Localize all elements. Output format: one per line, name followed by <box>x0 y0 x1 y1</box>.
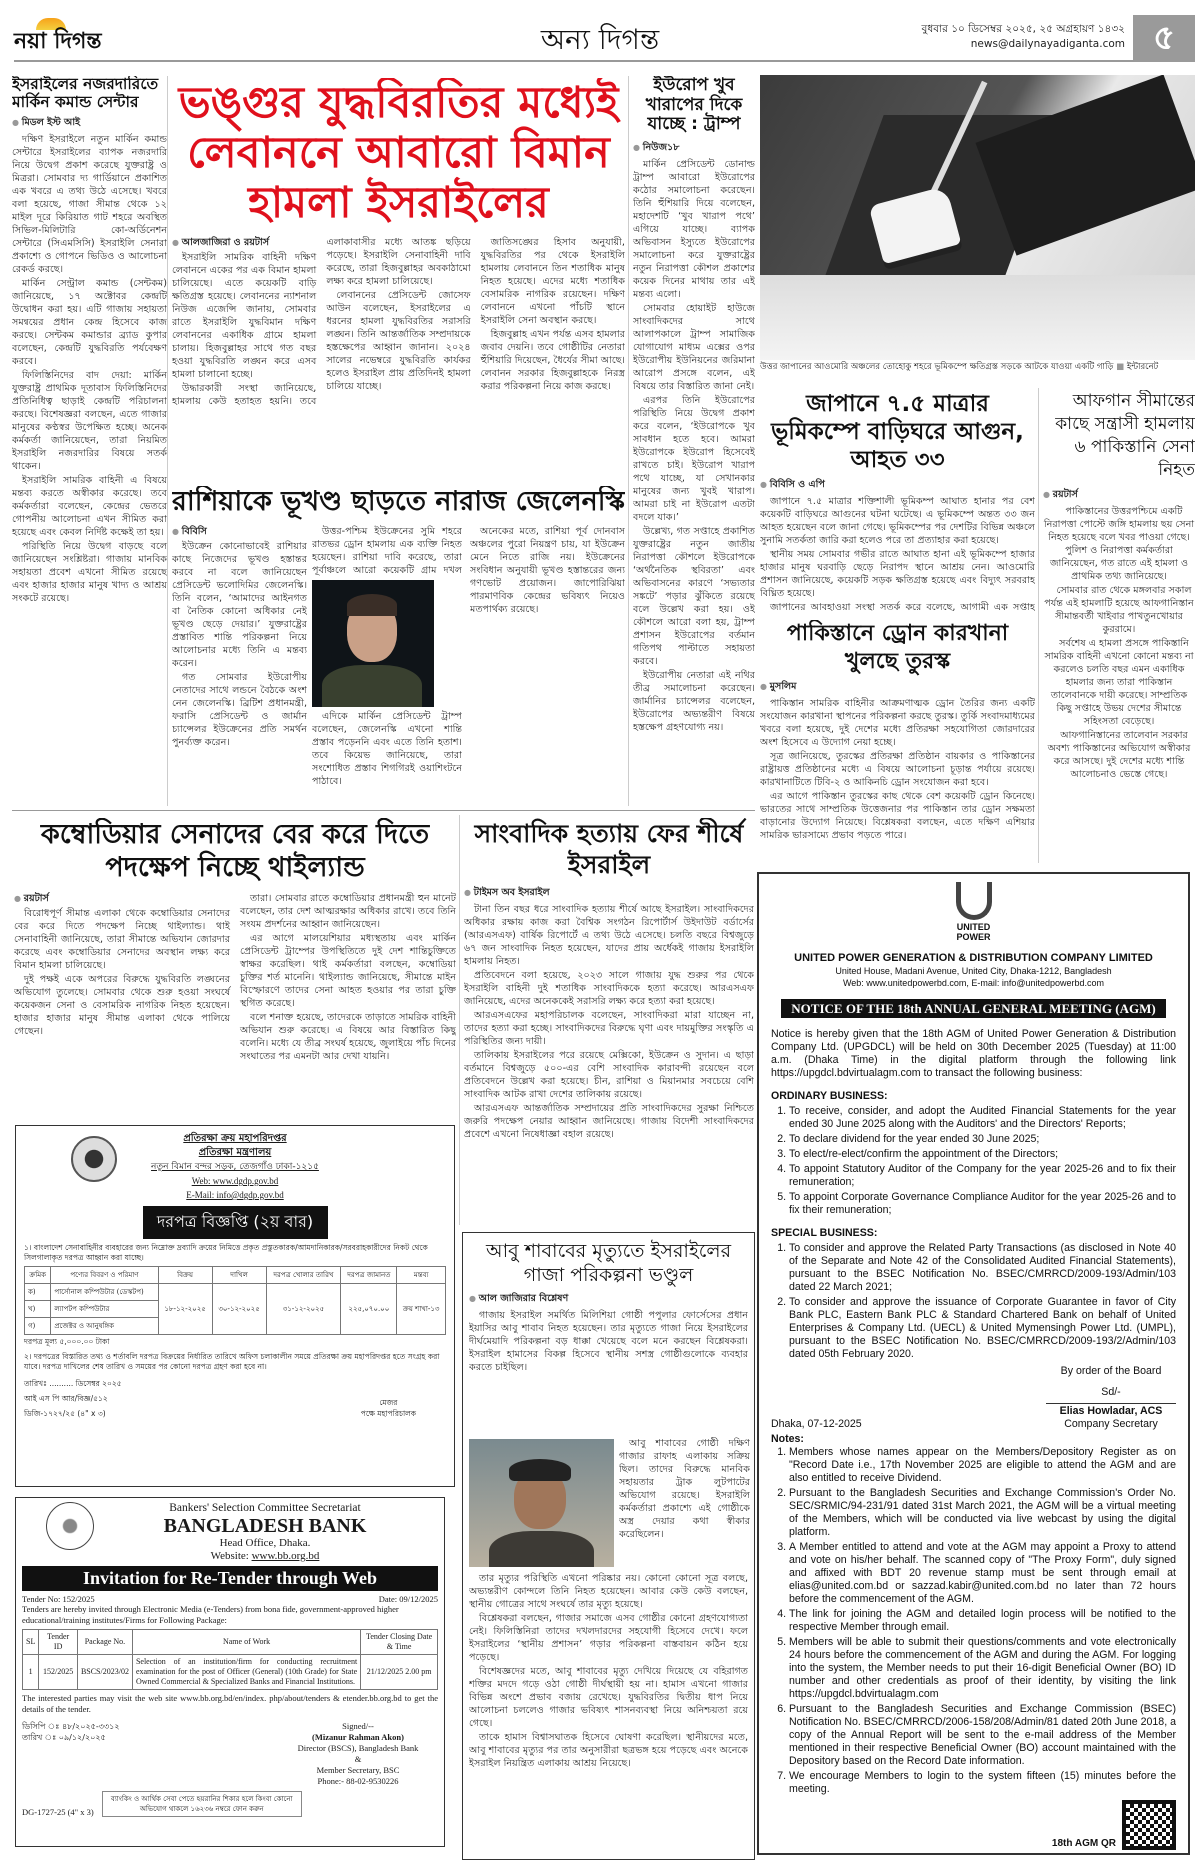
list-item: 2. Pursuant to the Bangladesh Securities and Exchange Commission's Order No. SEC/SRMIC/94-231/91 dated 31st March 2021, the AGM will be a virtual meeting of the Members, which will be conducted via live webcast by using the digital platform. <box>789 1487 1176 1539</box>
qr-label: 18th AGM QR <box>1051 1838 1116 1849</box>
list-item: 7. We encourage Members to login to the system fifteen (15) minutes before the meeting. <box>789 1770 1176 1796</box>
story-body <box>469 1309 748 1437</box>
photo-caption: উত্তর জাপানের আওমোরি অঞ্চলের তোহোকু শহরে ভূমিকম্পে ক্ষতিগ্রস্ত সড়কে আটকে যাওয়া একটি গাড়ি ■ ইন্টারনেট <box>760 362 1159 372</box>
story-body <box>469 1572 748 1853</box>
table-cell: ৩১-১২-২০২৫ <box>266 1284 341 1335</box>
tender-table <box>24 1266 446 1335</box>
paragraph: বিশ্লেষকরা বলছেন, গাজার সমাজে এসব গোষ্ঠীর কোনো গ্রহণযোগ্যতা নেই। ফিলিস্তিনিরা তাদের দখলদারদের সহযোগী হিসেবে দেখে। ফলে ইসরাইলের ‘স্থানীয় প্রশাসন’ গড়ার পরিকল্পনা বাস্তবায়ন কঠিন হয়ে পড়েছে। <box>469 1613 748 1663</box>
paragraph: আরএসএফ আন্তর্জাতিক সম্প্রদায়ের প্রতি সাংবাদিকদের সুরক্ষা নিশ্চিতে জরুরি পদক্ষেপ নেয়ার আহ্বান জানিয়েছে। গাজায় বিদেশী সাংবাদিকদের প্রবেশে এখনো নিষেধাজ্ঞা বহাল রয়েছে। <box>464 1103 754 1140</box>
member-title: Member Secretary, BSC <box>316 1765 400 1775</box>
paragraph: ইসরাইলি সামরিক বাহিনী দক্ষিণ লেবাননে একের পর এক বিমান হামলা চালিয়েছে। এতে কয়েকটি বাড়ি ক্ষতিগ্রস্ত হয়েছে। লেবাননের ন্যাশনাল নিউজ এজেন্সি জানায়, সোমবার রাতে ইসরাইলি যুদ্ধবিমান দক্ষিণ লেবাননের একাধিক গ্রামে হামলা চালায়। হিজবুল্লাহর সাথে গত বছর হওয়া যুদ্ধবিরতি লঙ্ঘন করে এসব হামলা চালানো হচ্ছে। <box>172 252 317 380</box>
list-item: 1. To consider and approve the Related Party Transactions (as disclosed in Note 40 of the Separate and Note 42 of the Consolidated Audited Financial Statements), pursuant to the BSEC Notification No. BSEC/CMRRCD/2009-193/Admin/103 dated 22 March 2021; <box>789 1242 1176 1294</box>
list-item: 2. To declare dividend for the year ended 30 June 2025; <box>789 1133 1176 1146</box>
list-item: 3. A Member entitled to attend and vote at the AGM may appoint a Proxy to attend and vote on his/her behalf. The scanned copy of "The Proxy Form", duly signed and affixed with BDT 20 revenue stamp must be sent through email at elias@united.com.bd or sazzad.kabir@united.com.bd no later than 72 hours before the commencement of the AGM. <box>789 1541 1176 1606</box>
list-item: 2. To consider and approve the issuance of Corporate Guarantee in favor of City Bank PLC, Eastern Bank PLC & Standard Chartered Bank on behalf of United Enterprises & Company Ltd. (UECL) & United Mymensingh Power Ltd. (UMPL), pursuant to the BSEC Notification No. BSEC/CMRRCD/2009-193/2/Admin/103 dated 05th February 2020. <box>789 1296 1176 1361</box>
signature: Sd/- <box>1101 1386 1121 1398</box>
masthead-meta <box>860 22 1125 52</box>
table-cell: ক) <box>25 1284 51 1301</box>
dg-code: ডিজি-১৭২৭/২৫ (৪" x ৩) <box>24 1409 106 1418</box>
column-header: পণ্যের বিবরণ ও পরিমাণ <box>51 1267 158 1284</box>
headline: ইউরোপ খুব খারাপের দিকে যাচ্ছে : ট্রাম্প <box>645 76 743 135</box>
ordinary-list <box>771 1105 1176 1217</box>
logo-text: UNITED POWER <box>956 922 991 942</box>
upgdcl-agm-notice <box>757 872 1190 1855</box>
company-name: UNITED POWER GENERATION & DISTRIBUTION COMPANY LIMITED <box>794 952 1153 964</box>
list-item: 1. To receive, consider, and adopt the Audited Financial Statements for the year ended 30 June 2025 along with the Auditors' and the Directors' Reports; <box>789 1105 1176 1131</box>
source: ● আল জাজিরার বিশ্লেষণ <box>469 1292 748 1307</box>
source: ● মিডল ইস্ট আই <box>12 116 167 131</box>
paragraph: এরপর তিনি ইউরোপের পরিস্থিতি নিয়ে উদ্বেগ প্রকাশ করে বলেন, ‘ইউরোপকে খুব সাবধান হতে হবে। আমরা ইউরোপকে ইউরোপ হিসেবেই রাখতে চাই। ইউরোপ খারাপ পথে যাচ্ছে, যা সেখানকার মানুষের জন্য খুবই খারাপ। আমরা চাই না ইউরোপ এতটা বদলে যাক।’ <box>633 394 755 523</box>
story-abushabab <box>462 1232 755 1860</box>
paragraph: এদিকে মার্কিন প্রেসিডেন্ট ট্রাম্প বলেছেন, জেলেনস্কি এখনো শান্তি প্রস্তাব পড়েননি এবং এতে তিনি হতাশ। তবে কিয়েভ জানিয়েছে, তারা সংশোধিত প্রস্তাব শিগগিরই ওয়াশিংটনে পাঠাবে। <box>312 711 462 788</box>
headline: ইসরাইলের নজরদারিতে মার্কিন কমান্ড সেন্টার <box>12 76 159 111</box>
paragraph: টানা তিন বছর ধরে সাংবাদিক হত্যায় শীর্ষে আছে ইসরাইল। সাংবাদিকদের অধিকার রক্ষায় কাজ করা বৈশ্বিক সংগঠন রিপোর্টার্স উইদাউট বর্ডার্সের (আরএসএফ) বার্ষিক রিপোর্টে এ তথ্য উঠে এসেছে। চলতি বছরে বিশ্বজুড়ে ৬৭ জন সাংবাদিক নিহত হয়েছেন, যাদের প্রায় অর্ধেকই গাজায় ইসরাইলি হামলায় নিহত। <box>464 904 754 967</box>
issue-date: বুধবার ১০ ডিসেম্বর ২০২৫, ২৫ অগ্রহায়ণ ১৪৩২ <box>921 23 1125 35</box>
photo-credit: ইন্টারনেট <box>1126 362 1159 372</box>
story-body <box>760 697 1035 865</box>
bank-name: BANGLADESH BANK <box>163 1515 367 1537</box>
dgdp-tender-ad <box>15 1125 455 1487</box>
dpp-date: তারিখ ঃ ০৯/১২/২০২৫ <box>22 1733 106 1742</box>
table-cell: খ) <box>25 1301 51 1318</box>
notice-title: NOTICE OF THE 18th ANNUAL GENERAL MEETING (AGM) <box>781 999 1166 1018</box>
story-japan <box>760 390 1035 612</box>
paragraph: বিশেষজ্ঞদের মতে, আবু শাবাবের মৃত্যু দেখিয়ে দিয়েছে যে বহিরাগত শক্তির মদদে গড়ে ওঠা গোষ্ঠী দীর্ঘস্থায়ী হয় না। হামাস এখনো গাজার বিভিন্ন অংশে প্রভাব বজায় রেখেছে। যুদ্ধবিরতির দ্বিতীয় ধাপ নিয়ে আলোচনা চললেও গাজার ভবিষ্যৎ শাসনব্যবস্থা নিয়ে অনিশ্চয়তা রয়ে গেছে। <box>469 1666 748 1729</box>
intro: Tenders are hereby invited through Electronic Media (e-Tenders) from bona fide, government-approved higher educational/training institutes/Firms for Following Package: <box>22 1604 399 1625</box>
signer: (Mizanur Rahman Akon) <box>312 1732 404 1742</box>
table-cell: ক্রয় শাখা-১৩ <box>397 1284 446 1335</box>
source: ● টাইমস অব ইসরাইল <box>464 886 754 901</box>
table-cell: Selection of an institution/firm for conducting recruitment examination for the post of Officer (General) (10th Grade) for State Owned Commercial & Specialized Banks and Financial Institutions. <box>132 1655 360 1690</box>
company-web[interactable]: Web: www.unitedpowerbd.com, E-mail: info@unitedpowerbd.com <box>842 978 1105 988</box>
page-number: ৫ <box>1133 15 1195 62</box>
paragraph: সূত্র জানিয়েছে, তুরস্কের প্রতিরক্ষা প্রতিষ্ঠান বায়কার ও পাকিস্তানের রাষ্ট্রায়ত্ত প্রতিষ্ঠানের মধ্যে এ বিষয়ে আলোচনা চূড়ান্ত পর্যায়ে রয়েছে। কারখানাটিতে টিবি-২ ও আকিনচি ড্রোন সংযোজন করা হবে। <box>760 751 1035 788</box>
visit-note: The interested parties may visit the web site www.bb.org.bd/en/index. php/about/tenders & etender.bb.org.bd to get the details of the tender. <box>22 1693 438 1714</box>
abu-shabab-photo[interactable] <box>469 1439 614 1567</box>
column-header: Tender Closing Date & Time <box>361 1630 438 1655</box>
table-row <box>23 1655 438 1690</box>
contact-email: news@dailynayadiganta.com <box>970 38 1125 50</box>
list-item: 4. To appoint Statutory Auditor of the Company for the year 2025-26 and to fix their remuneration; <box>789 1163 1176 1189</box>
paragraph: দক্ষিণ ইসরাইলে নতুন মার্কিন কমান্ড সেন্টারে ইসরাইলের ব্যাপক নজরদারি নিয়ে উদ্বেগ প্রকাশ করেছে যুক্তরাষ্ট্র ও মিত্ররা। সোমবার দ্য গার্ডিয়ানে প্রকাশিত এক খবরে এ তথ্য উঠে এসেছে। খবরে বলা হয়েছে, গাজা সীমান্ত থেকে ১২ মাইল দূরে কিরিয়াত গাট শহরে অবস্থিত সিভিল-মিলিটারি কো-অর্ডিনেশন সেন্টারে (সিএমসিসি) ইসরাইলি সেনারা প্রকাশ্যে ও গোপনে ভিডিও ও আলোচনা রেকর্ড করছে। <box>12 133 167 275</box>
zelensky-headline: রাশিয়াকে ভূখণ্ড ছাড়তে নারাজ জেলেনস্কি <box>172 486 625 517</box>
paragraph: জাপানে ৭.৫ মাত্রার শক্তিশালী ভূমিকম্প আঘাত হানার পর বেশ কয়েকটি বাড়িঘরে আগুনের ঘটনা ঘটেছে। এ ভূমিকম্পে অন্তত ৩৩ জন আহত হয়েছেন বলে জানা গেছে। ভূমিকম্পের পর দেশটির বিভিন্ন অঞ্চলে সুনামি সতর্কতা জারি করা হলেও পরে তা প্রত্যাহার করা হয়েছে। <box>760 496 1035 546</box>
paragraph: এর আগে পাকিস্তান তুরস্কের কাছ থেকে বেশ কয়েকটি ড্রোন কিনেছে। ভারতের সাথে সাম্প্রতিক উত্তেজনার পর পাকিস্তান তার ড্রোন সক্ষমতা বাড়ানোর উদ্যোগ নিয়েছে। বিশ্লেষকরা বলছেন, এতে দক্ষিণ এশিয়ার সামরিক ভারসাম্যে প্রভাব পড়তে পারে। <box>760 791 1035 841</box>
paragraph: প্রতিবেদনে বলা হয়েছে, ২০২৩ সালে গাজায় যুদ্ধ শুরুর পর থেকে ইসরাইলি বাহিনী দুই শতাধিক সাংবাদিককে হত্যা করেছে। আরএসএফ জানিয়েছে, এদের অনেককেই সরাসরি লক্ষ্য করে হত্যা করা হয়েছে। <box>464 970 754 1007</box>
list-item: 4. The link for joining the AGM and detailed login process will be notified to the respective Member through email. <box>789 1608 1176 1634</box>
paragraph: মার্কিন সেন্ট্রাল কমান্ড (সেন্টকম) জানিয়েছে, ১৭ অক্টোবর কেন্দ্রটি উদ্বোধন করা হয়। এটি গাজায় সহায়তা সমন্বয়ের প্রধান কেন্দ্র হিসেবে কাজ করছে। সেন্টকম কমান্ডার ব্র্যাড কুপার বলেছেন, কেন্দ্রটি যুদ্ধবিরতি পর্যবেক্ষণ করবে। <box>12 277 167 367</box>
notes-title: Notes: <box>771 1433 804 1445</box>
masthead-logo[interactable] <box>14 18 139 52</box>
column-header: দাখিল <box>212 1267 266 1284</box>
paragraph: আফগানিস্তানের তালেবান সরকার অবশ্য পাকিস্তানের অভিযোগ অস্বীকার করে আসছে। দুই দেশের মধ্যে শান্তি আলোচনাও ভেস্তে গেছে। <box>1047 730 1191 780</box>
table-cell: ৩০-১২-২০২৫ <box>212 1284 266 1335</box>
paragraph: তালিকায় ইসরাইলের পরে রয়েছে মেক্সিকো, ইউক্রেন ও সুদান। এ ছাড়া বর্তমানে বিশ্বজুড়ে ৫০০-এর বেশি সাংবাদিক কারাবন্দী রয়েছেন বলে প্রতিবেদনে উল্লেখ করা হয়েছে। চীন, রাশিয়া ও মিয়ানমার সবচেয়ে বেশি সাংবাদিক আটক রাখা দেশের তালিকায় রয়েছে। <box>464 1050 754 1100</box>
column-header: Tender ID <box>39 1630 78 1655</box>
phone: Phone:- 88-02-9530226 <box>317 1776 399 1786</box>
source: ● বিবিসি ও এপি <box>760 478 1035 493</box>
table-row <box>25 1284 446 1301</box>
table-cell: ল্যাপটপ কম্পিউটার <box>51 1301 158 1318</box>
signer-title: পক্ষে মহাপরিচালক <box>360 1409 416 1418</box>
notes-list <box>771 1446 1176 1796</box>
zelensky-photo[interactable] <box>312 580 434 707</box>
source: ● নিউজ১৮ <box>633 141 755 156</box>
secretary-name: Elias Howladar, ACS <box>1059 1405 1163 1417</box>
column-header: মন্তব্য <box>397 1267 446 1284</box>
paragraph: স্থানীয় সময় সোমবার গভীর রাতে আঘাত হানা এই ভূমিকম্পে হাজার হাজার মানুষ ঘরবাড়ি ছেড়ে নিরাপদ স্থানে আশ্রয় নেন। আওমোরি প্রশাসন জানিয়েছে, কয়েকটি সড়ক ক্ষতিগ্রস্ত হয়েছে এবং বিদ্যুৎ সরবরাহ বিঘ্নিত হয়েছে। <box>760 549 1035 599</box>
designation: Director (BSCS), Bangladesh Bank <box>297 1743 419 1753</box>
headline: পাকিস্তানে ড্রোন কারখানা খুলছে তুরস্ক <box>786 621 1009 674</box>
story-cambodia <box>14 818 456 1110</box>
website-label: Website: <box>210 1550 249 1562</box>
table-cell: BSCS/2023/02 <box>77 1655 132 1690</box>
paragraph: তার মৃত্যুর পরিস্থিতি এখনো পরিষ্কার নয়। কোনো কোনো সূত্র বলছে, অভ্যন্তরীণ কোন্দলে তিনি নিহত হয়েছেন। আবার কেউ কেউ বলছেন, স্থানীয় গোত্রের সাথে সংঘর্ষে তার মৃত্যু হয়েছে। <box>469 1573 748 1610</box>
special-list <box>771 1242 1176 1361</box>
story-body <box>312 710 462 802</box>
united-power-logo-icon <box>956 882 992 920</box>
paragraph: উত্তর-পশ্চিম ইউক্রেনের সুমি শহরে রাতভর ড্রোন হামলায় এক ব্যক্তি নিহত হয়েছেন। রাশিয়া দাবি করেছে, তারা পূর্বাঞ্চলে আরো কয়েকটি গ্রাম দখল <box>312 526 462 577</box>
story-body <box>633 158 755 806</box>
paragraph: পাকিস্তানের উত্তরপশ্চিমে একটি নিরাপত্তা পোস্টে জঙ্গি হামলায় ছয় সেনা নিহত হয়েছে বলে খবর পাওয়া গেছে। পুলিশ ও নিরাপত্তা কর্মকর্তারা জানিয়েছেন, গত রাতে এই হামলা ও প্রাথমিক তথ্য জানিয়েছে। <box>1043 506 1195 582</box>
org-name: প্রতিরক্ষা ক্রয় মহাপরিদপ্তর <box>183 1133 287 1144</box>
paragraph: বলে শনাক্ত হয়েছে, তাদেরকে তাড়াতে সামরিক বাহিনী অভিযান শুরু করেছে। এ বিষয়ে আর বিস্তারিত কিছু বলেনি। মধ্যে যে তীব্র সংঘর্ষ হয়েছে, জুলাইয়ে পাঁচ দিনের সংঘাতের পর এমনটা আর দেখা যায়নি। <box>240 1012 456 1062</box>
dpp-no: ডিসিপি ঃ ৪৮/২০২৫-৩৩১২ <box>22 1722 120 1731</box>
qr-code-icon[interactable] <box>1122 1800 1176 1850</box>
ministry: প্রতিরক্ষা মন্ত্রণালয় <box>198 1147 272 1158</box>
story-drone <box>760 620 1035 865</box>
headline: জাপানে ৭.৫ মাত্রার ভূমিকম্পে বাড়িঘরে আগুন, আহত ৩৩ <box>771 391 1024 473</box>
column-header: বিক্রয় <box>158 1267 212 1284</box>
story-lebanon <box>172 78 625 480</box>
source: ● আলজাজিরা ও রয়টার্স <box>172 236 316 249</box>
story-journalist <box>464 818 754 1222</box>
paragraph: আবু শাবাবের গোষ্ঠী দক্ষিণ গাজার রাফাহ এলাকায় সক্রিয় ছিল। তাদের বিরুদ্ধে মানবিক সহায়তার ট্রাক লুটপাটের অভিযোগ রয়েছে। ইসরাইলি কর্মকর্তারা প্রকাশ্যে এই গোষ্ঠীকে অস্ত্র দেয়ার কথা স্বীকার করেছিলেন। <box>619 1438 750 1540</box>
story-body <box>14 892 456 1110</box>
table-cell: 1 <box>23 1655 39 1690</box>
special-title: SPECIAL BUSINESS: <box>771 1227 878 1239</box>
note: ২। দরপত্রের বিস্তারিত তথ্য ও শর্তাবলি দরপত্র বিক্রয়ের নির্ধারিত তারিখে অফিস চলাকালীন সময়ে প্রতিরক্ষা ক্রয় মহাপরিদপ্তর হতে সংগ্রহ করা যাবে। দরপত্র দাখিলের শেষ তারিখ ও সময়ের পর কোনো দরপত্র গ্রহণ করা হবে না। <box>24 1352 440 1371</box>
paragraph: পরিস্থিতি নিয়ে উদ্বেগ বাড়ছে বলে জানিয়েছেন সংশ্লিষ্টরা। গাজায় মানবিক সহায়তা প্রবেশ এখনো সীমিত রয়েছে এবং হাজার হাজার মানুষ খাদ্য ও আশ্রয় সংকটে রয়েছে। <box>12 540 167 604</box>
story-europe <box>633 76 755 806</box>
tender-no: Tender No: 152/2025 <box>22 1594 95 1604</box>
story-afghan <box>1043 390 1195 865</box>
story-body <box>619 1437 750 1570</box>
paragraph: দুই পক্ষই একে অপরের বিরুদ্ধে যুদ্ধবিরতি লঙ্ঘনের অভিযোগ তুলেছে। সোমবার থেকে শুরু হওয়া সংঘর্ষে কয়েকজন সেনা ও বেসামরিক নাগরিক নিহত হয়েছেন। হাজার হাজার মানুষ সীমান্ত এলাকা থেকে পালিয়ে গেছেন। <box>14 974 230 1037</box>
lead-headline: ভঙ্গুর যুদ্ধবিরতির মধ্যেই লেবাননে আবারো বিমান হামলা ইসরাইলের <box>178 78 619 228</box>
office: Head Office, Dhaka. <box>219 1537 311 1549</box>
notice-title: Invitation for Re-Tender through Web <box>22 1566 438 1591</box>
paragraph: তারা। সোমবার রাতে কম্বোডিয়ার প্রধানমন্ত্রী হুন মানেট বলেছেন, তার দেশ আত্মরক্ষার অধিকার রাখে। তবে তিনি সংযম প্রদর্শনের আহ্বান জানিয়েছেন। <box>240 893 456 930</box>
paragraph: উদ্ধারকারী সংস্থা জানিয়েছে, হামলায় কেউ হতাহত হয়নি। তবে এলাকাবাসীর মধ্যে আতঙ্ক ছড়িয়ে পড়েছে। ইসরাইলি সেনাবাহিনী দাবি করেছে, তারা হিজবুল্লাহর অবকাঠামো লক্ষ্য করে হামলা চালিয়েছে। <box>172 237 471 407</box>
story-body <box>12 133 167 806</box>
tender-fee: দরপত্র মূল্য ৫,০০০.০০ টাকা <box>24 1337 110 1346</box>
story-centcom <box>12 76 167 806</box>
list-item: 1. Members whose names appear on the Members/Depository Register as on "Record Date i.e., 17th November 2025 are eligible to attend the AGM and are also entitled to receive Dividend. <box>789 1446 1176 1485</box>
ampersand: & <box>354 1754 362 1764</box>
address: নতুন বিমান বন্দর সড়ক, তেজগাঁও ঢাকা-১২১৫ <box>151 1162 319 1172</box>
table-cell: প্রজেক্টর ও আনুষঙ্গিক <box>51 1318 158 1335</box>
paragraph: জাপানের আবহাওয়া সংস্থা সতর্ক করে বলেছে, আগামী এক সপ্তাহ <box>770 602 1035 612</box>
story-body <box>172 525 307 802</box>
paragraph: সোমবার রাত থেকে মঙ্গলবার সকাল পর্যন্ত এই হামলাটি হয়েছে আফগানিস্তান সীমান্তবর্তী খাইবার পাখতুনখোয়ার কুররামে। <box>1044 585 1194 635</box>
section-title: অন্য দিগন্ত <box>540 23 660 56</box>
paragraph: বিরোধপূর্ণ সীমান্ত এলাকা থেকে কম্বোডিয়ার সেনাদের বের করে দিতে পদক্ষেপ নিচ্ছে থাইল্যান্ড। থাই সেনাবাহিনী জানিয়েছে, তারা সীমান্তে অভিযান জোরদার করেছে এবং কম্বোডিয়ার সেনাদের অবস্থান লক্ষ্য করে বিমান হামলা চালিয়েছে। <box>14 908 230 971</box>
paragraph: এর আগে মালয়েশিয়ার মধ্যস্থতায় এবং মার্কিন প্রেসিডেন্ট ট্রাম্পের উপস্থিতিতে দুই দেশ শান্তিচুক্তিতে স্বাক্ষর করেছিল। থাই কর্মকর্তারা বলছেন, কম্বোডিয়া চুক্তির শর্ত মানেনি। থাইল্যান্ড জানিয়েছে, সীমান্তে মাইন বিস্ফোরণে তাদের সেনা আহত হওয়ার পর তারা চুক্তি স্থগিত করেছে। <box>240 933 456 1009</box>
paragraph: ইউরোপীয় নেতারা এই নথির তীব্র সমালোচনা করেছেন। জার্মানির চ্যান্সেলর বলেছেন, ইউরোপের অভ্যন্তরীণ বিষয়ে হস্তক্ষেপ গ্রহণযোগ্য নয়। <box>633 669 755 733</box>
table-cell: গ) <box>25 1318 51 1335</box>
company-address: United House, Madani Avenue, United City, Dhaka-1212, Bangladesh <box>835 966 1112 976</box>
paragraph: গাজায় ইসরাইল সমর্থিত মিলিশিয়া গোষ্ঠী পপুলার ফোর্সেসের প্রধান ইয়াসির আবু শাবাব নিহত হয়েছেন। তার মৃত্যুতে গাজা নিয়ে ইসরাইলের দীর্ঘমেয়াদি পরিকল্পনা বড় ধাক্কা খেয়েছে বলে মনে করছেন বিশ্লেষকরা। ইসরাইল হামাসের বিকল্প হিসেবে স্থানীয় সশস্ত্র গোষ্ঠীগুলোকে ব্যবহার করতে চাইছিল। <box>469 1310 748 1373</box>
source: ● রয়টার্স <box>1043 488 1195 503</box>
story-body <box>172 236 625 480</box>
notice-paragraph: Notice is hereby given that the 18th AGM of United Power Generation & Distribution Company Ltd. (UPGDCL) will be held on 30th December 2025 (Tuesday) at 11:00 a.m. (Dhaka Time) in the digital platform through the following link https://upgdcl.bdvirtualagm.com to transact the following business: <box>771 1028 1176 1079</box>
table-cell: পার্সোনাল কম্পিউটার (ডেস্কটপ) <box>51 1284 158 1301</box>
paragraph: ইসরাইলি সামরিক বাহিনী এ বিষয়ে মন্তব্য করতে অস্বীকার করেছে। তবে কর্মকর্তারা বলেছেন, কেন্দ্রের ভেতরে গোপনীয় আলোচনা এখন সীমিত করা হয়েছে এবং কেবল নির্দিষ্ট কক্ষেই তা হয়। <box>12 474 167 538</box>
paragraph: জাতিসঙ্ঘের হিসাব অনুযায়ী, যুদ্ধবিরতির পর থেকে ইসরাইলি হামলায় লেবাননে তিন শতাধিক মানুষ নিহত হয়েছে। এদের মধ্যে শতাধিক বেসামরিক নাগরিক রয়েছেন। দক্ষিণ লেবাননে এখনো পাঁচটি স্থানে ইসরাইলি সেনা অবস্থান করছে। <box>480 237 625 326</box>
table-cell: 21/12/2025 2.00 pm <box>361 1655 438 1690</box>
column-header: দরপত্র জামানত <box>341 1267 397 1284</box>
column-header: দরপত্র খোলার তারিখ <box>266 1267 341 1284</box>
logo-text: নয়া দিগন্ত <box>14 29 102 54</box>
tender-table <box>22 1629 438 1690</box>
source: ● বিবিসি <box>172 525 307 538</box>
paragraph: হিজবুল্লাহ এখন পর্যন্ত এসব হামলার জবাব দেয়নি। তবে গোষ্ঠীটির নেতারা হুঁশিয়ারি দিয়েছেন, ধৈর্যের সীমা আছে। লেবানন সরকার হিজবুল্লাহকে নিরস্ত্র করার পরিকল্পনা নিয়ে কাজ করছে। <box>480 329 625 392</box>
list-item: 5. Members will be able to submit their questions/comments and vote electronically 24 hours before the commencement of the AGM and during the AGM. For logging into the system, the Member needs to put their 16-digit Beneficial Owner (BO) ID number and other credentials as proof of their identity, by visiting the link https://upgdcl.bdvirtualagm.com <box>789 1636 1176 1701</box>
ordinary-title: ORDINARY BUSINESS: <box>771 1090 888 1102</box>
paragraph: সর্বশেষ এ হামলা প্রসঙ্গে পাকিস্তানি সামরিক বাহিনী এখনো কোনো মন্তব্য না করলেও চলতি বছর এমন একাধিক হামলার জন্য তারা পাকিস্তান তালেবানকে দায়ী করেছে। সাম্প্রতিক কিছু সপ্তাহে উভয় দেশের সীমান্তে সহিংসতা বেড়েছে। <box>1044 638 1194 727</box>
journalist-headline: সাংবাদিক হত্যায় ফের শীর্ষে ইসরাইল <box>474 819 744 879</box>
source: ● মুসলিম <box>760 680 1035 695</box>
paragraph: গত সোমবার ইউরোপীয় নেতাদের সাথে লন্ডনে বৈঠকে অংশ নেন জেলেনস্কি। ব্রিটিশ প্রধানমন্ত্রী, ফরাসি প্রেসিডেন্ট ও জার্মান চ্যান্সেলর ইউক্রেনের প্রতি সমর্থন পুনর্ব্যক্ত করেন। <box>172 672 307 749</box>
paragraph: মার্কিন প্রেসিডেন্ট ডোনাল্ড ট্রাম্প আবারো ইউরোপের কঠোর সমালোচনা করেছেন। তিনি হুঁশিয়ারি দিয়ে বলেছেন, মহাদেশটি ‘খুব খারাপ পথে’ এগিয়ে যাচ্ছে। ব্যাপক অভিবাসন ইস্যুতে ইউরোপের সমালোচনা করে যুক্তরাষ্ট্রের নতুন নিরাপত্তা কৌশল প্রকাশের কয়েক দিনের মাথায় তার এই মন্তব্য এলো। <box>633 158 755 300</box>
ref: আই এস পি আর/বিজ্ঞ/৫১২ <box>24 1394 108 1403</box>
cambodia-headline: কম্বোডিয়ার সেনাদের বের করে দিতে পদক্ষেপ নিচ্ছে থাইল্যান্ড <box>40 819 430 883</box>
list-item: 3. To elect/re-elect/confirm the appointment of the Directors; <box>789 1148 1176 1161</box>
by-order: By order of the Board <box>1060 1365 1162 1377</box>
story-zelensky <box>172 486 625 802</box>
paragraph: সোমবার হোয়াইট হাউজে সাংবাদিকদের সাথে আলাপকালে ট্রাম্প সামাজিক যোগাযোগ মাধ্যম এক্সের ওপর ইউরোপীয় ইউনিয়নের জরিমানা আরোপ প্রসঙ্গে বলেন, এই বিষয়ে তার বিস্তারিত জানা নেই। <box>633 302 755 392</box>
headline: আফগান সীমান্তের কাছে সন্ত্রাসী হামলায় ৬ পাকিস্তানি সেনা নিহত <box>1055 391 1195 480</box>
caption-text: উত্তর জাপানের আওমোরি অঞ্চলের তোহোকু শহরে ভূমিকম্পে ক্ষতিগ্রস্ত সড়কে আটকে যাওয়া একটি গাড়ি <box>760 362 1114 372</box>
ad-date: তারিখঃ .......... ডিসেম্বর ২০২৫ <box>24 1379 122 1388</box>
signer: মেজর <box>379 1398 398 1407</box>
paragraph: আরএসএফের মহাপরিচালক বলেছেন, সাংবাদিকরা মারা যাচ্ছেন না, তাদের হত্যা করা হচ্ছে। সাংবাদিকদের বিরুদ্ধে ঘৃণা এবং দায়মুক্তির সংস্কৃতি এ পরিস্থিতির জন্য দায়ী। <box>464 1010 754 1047</box>
paragraph: ফিলিস্তিনিদের বাদ দেয়া: মার্কিন যুক্তরাষ্ট্র প্রাথমিক দূতাবাস ফিলিস্তিনিদের প্রতিনিধিত্ব ছাড়াই কেন্দ্রটি পরিচালনা করছে। বিশেষজ্ঞরা বলছেন, এতে গাজার মানুষের কণ্ঠস্বর উপেক্ষিত হচ্ছে। অনেক কর্মকর্তা জানিয়েছেন, তারা নিয়মিত ইসরাইলি নজরদারির বিষয়ে সতর্ক থাকেন। <box>12 369 167 472</box>
bb-seal-icon <box>46 1502 94 1550</box>
email-link[interactable]: E-Mail: info@dgdp.gov.bd <box>186 1190 284 1200</box>
column-header: SL <box>23 1630 39 1655</box>
signed: Signed/-- <box>342 1721 374 1731</box>
paragraph: লেবাননের প্রেসিডেন্ট জোসেফ আউন বলেছেন, ইসরাইলের এ ধরনের হামলা যুদ্ধবিরতির সরাসরি লঙ্ঘন। তিনি আন্তর্জাতিক সম্প্রদায়কে হস্তক্ষেপের আহ্বান জানান। ২০২৪ সালের নভেম্বরে যুদ্ধবিরতি কার্যকর হলেও ইসরাইল প্রায় প্রতিদিনই হামলা চালিয়ে যাচ্ছে। <box>326 290 471 392</box>
paragraph: ইউক্রেন কোনোভাবেই রাশিয়ার কাছে নিজেদের ভূখণ্ড হস্তান্তর করবে না বলে জানিয়েছেন প্রেসিডেন্ট ভলোদিমির জেলেনস্কি। তিনি বলেন, ‘আমাদের আইনগত বা নৈতিক কোনো অধিকার নেই ভূখণ্ড ছেড়ে দেয়ার।’ যুক্তরাষ্ট্রের প্রস্তাবিত শান্তি পরিকল্পনা নিয়ে আলোচনার মধ্যে তিনি এ মন্তব্য করেন। <box>172 541 307 670</box>
earthquake-photo[interactable] <box>760 75 1195 360</box>
dg-code: DG-1727-25 (4" x 3) <box>22 1807 94 1817</box>
hotline-box: ব্যাংকিং ও আর্থিক সেবা পেতে হয়রানির শিকার হলে কিংবা কোনো অভিযোগ থাকলে ১৬২৩৬ নম্বরে ফোন করুন <box>102 1791 302 1817</box>
story-body <box>1043 505 1195 865</box>
secretary-title: Company Secretary <box>1064 1418 1158 1430</box>
paragraph: পাকিস্তান সামরিক বাহিনীর আক্রমণাত্মক ড্রোন তৈরির জন্য একটি সংযোজন কারখানা স্থাপনের পরিকল্পনা করছে তুরস্ক। তুর্কি সংবাদমাধ্যমের খবরে বলা হয়েছে, দুই দেশের মধ্যে প্রতিরক্ষা সহযোগিতা জোরদারের অংশ হিসেবে এ উদ্যোগ নেয়া হচ্ছে। <box>760 698 1035 748</box>
story-body <box>312 525 462 577</box>
headline: আবু শাবাবের মৃত্যুতে ইসরাইলের গাজা পরিকল্পনা ভণ্ডুল <box>485 1240 732 1286</box>
source: ● রয়টার্স <box>14 892 230 905</box>
table-cell: 152/2025 <box>39 1655 78 1690</box>
column-header: ক্রমিক <box>25 1267 51 1284</box>
story-body <box>760 495 1035 612</box>
intro: ১। বাংলাদেশ সেনাবাহিনীর ব্যবহারের জন্য নিম্নোক্ত দ্রব্যাদি ক্রয়ের নিমিত্তে প্রকৃত প্রস্তুতকারক/আমদানিকারক/সরবরাহকারীদের নিকট থেকে সিলগালাকৃত দরপত্র আহ্বান করা যাচ্ছে। <box>24 1243 428 1262</box>
paragraph: অনেকের মতে, রাশিয়া পূর্ব দোনবাস অঞ্চলের পুরো নিয়ন্ত্রণ চায়, যা ইউক্রেন মেনে নিতে রাজি নয়। ইউক্রেনের সংবিধান অনুযায়ী ভূখণ্ড হস্তান্তরের জন্য গণভোট প্রয়োজন। জাপোরিঝিয়া পারমাণবিক কেন্দ্রের ভবিষ্যৎ নিয়েও মতপার্থক্য রয়েছে। <box>470 526 625 616</box>
bangladesh-bank-tender-ad <box>15 1497 445 1847</box>
story-body <box>464 903 754 1222</box>
tender-date: Date: 09/12/2025 <box>378 1594 438 1604</box>
dgdp-seal-icon <box>71 1136 117 1182</box>
column-header: Package No. <box>77 1630 132 1655</box>
column-header: Name of Work <box>132 1630 360 1655</box>
list-item: 6. Pursuant to the Bangladesh Securities and Exchange Commission (BSEC) Notification No. BSEC/CMRRCD/2006-158/208/Admin/81 dated 20th June 2018, a copy of the Annual Report will be sent to the e-mail address of the Member mentioned in their respective Beneficial Owner (BO) account maintained with the Depository based on the Record Date information. <box>789 1703 1176 1768</box>
website-link[interactable]: www.bb.org.bd <box>251 1550 320 1562</box>
website-link[interactable]: Web: www.dgdp.gov.bd <box>191 1176 279 1186</box>
table-cell: ২২৫,০৭০.০০ <box>341 1284 397 1335</box>
committee: Bankers' Selection Committee Secretariat <box>169 1502 361 1514</box>
paragraph: উল্লেখ্য, গত সপ্তাহে প্রকাশিত যুক্তরাষ্ট্রের নতুন জাতীয় নিরাপত্তা কৌশলে ইউরোপকে ‘অর্থনৈতিক স্থবিরতা’ এবং অভিবাসনের কারণে ‘সভ্যতার সঙ্কটে’ পড়ার ঝুঁকিতে রয়েছে বলে উল্লেখ করা হয়। ওই কৌশলে আরো বলা হয়, ট্রাম্প প্রশাসন ইউরোপের বর্তমান গতিপথ পাল্টাতে সহায়তা করবে। <box>633 525 755 667</box>
paragraph: তাকে হামাস বিশ্বাসঘাতক হিসেবে ঘোষণা করেছিল। স্থানীয়দের মতে, আবু শাবাবের মৃত্যুর পর তার অনুসারীরা ছত্রভঙ্গ হয়ে পড়েছে এবং অনেকে ইসরাইল নিয়ন্ত্রিত এলাকায় আশ্রয় নিয়েছে। <box>469 1732 748 1769</box>
place-date: Dhaka, 07-12-2025 <box>771 1418 862 1430</box>
list-item: 5. To appoint Corporate Governance Compliance Auditor for the year 2025-26 and to fix their remuneration; <box>789 1191 1176 1217</box>
story-body <box>470 525 625 802</box>
notice-title: দরপত্র বিজ্ঞপ্তি (২য় বার) <box>143 1206 328 1239</box>
table-cell: ১৮-১২-২০২৫ <box>158 1284 212 1335</box>
